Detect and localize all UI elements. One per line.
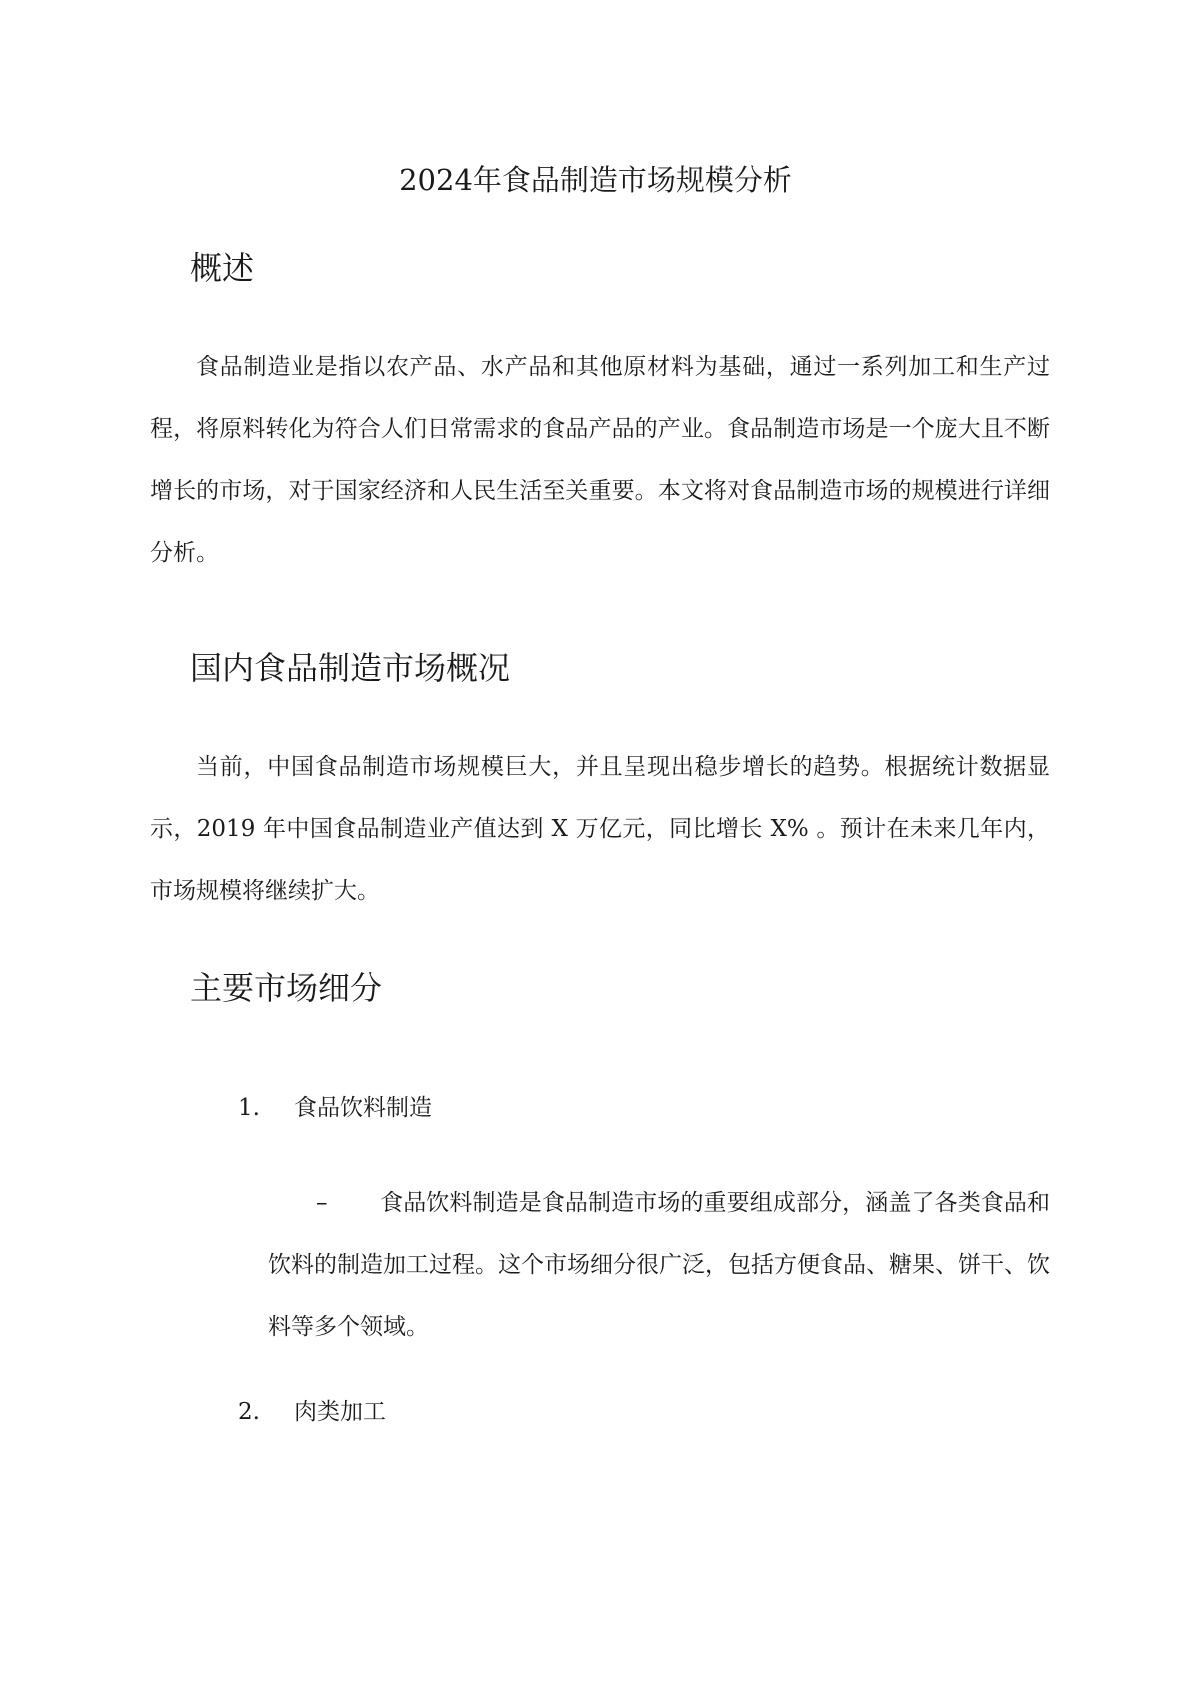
section-heading-market-segments: 主要市场细分 xyxy=(190,969,383,1007)
domestic-market-paragraph: 当前，中国食品制造市场规模巨大，并且呈现出稳步增长的趋势。根据统计数据显示，2019 年中国食品制造业产值达到 X 万亿元，同比增长 X% 。预计在未来几年内，市场规模将继续扩大。 xyxy=(150,754,1050,904)
section-heading-domestic-market: 国内食品制造市场概况 xyxy=(190,649,511,687)
segment-detail-text: 食品饮料制造是食品制造市场的重要组成部分，涵盖了各类食品和饮料的制造加工过程。这个市场细分很广泛，包括方便食品、糖果、饼干、饮料等多个领域。 xyxy=(268,1190,1050,1340)
segment-number: 1. xyxy=(238,1095,260,1121)
section-heading-overview: 概述 xyxy=(190,249,255,287)
document-title: 2024年食品制造市场规模分析 xyxy=(399,163,792,197)
overview-paragraph: 食品制造业是指以农产品、水产品和其他原材料为基础，通过一系列加工和生产过程，将原料转化为符合人们日常需求的食品产品的产业。食品制造市场是一个庞大且不断增长的市场，对于国家经济和人民生活至关重要。本文将对食品制造市场的规模进行详细分析。 xyxy=(150,354,1050,566)
segment-number: 2. xyxy=(238,1399,260,1425)
segment-item-2 xyxy=(238,1392,386,1432)
segment-item-1 xyxy=(238,1088,432,1128)
segment-detail-1 xyxy=(268,1172,1050,1358)
segment-label: 肉类加工 xyxy=(294,1399,386,1425)
dash-marker: – xyxy=(316,1190,328,1216)
segment-label: 食品饮料制造 xyxy=(294,1095,432,1121)
